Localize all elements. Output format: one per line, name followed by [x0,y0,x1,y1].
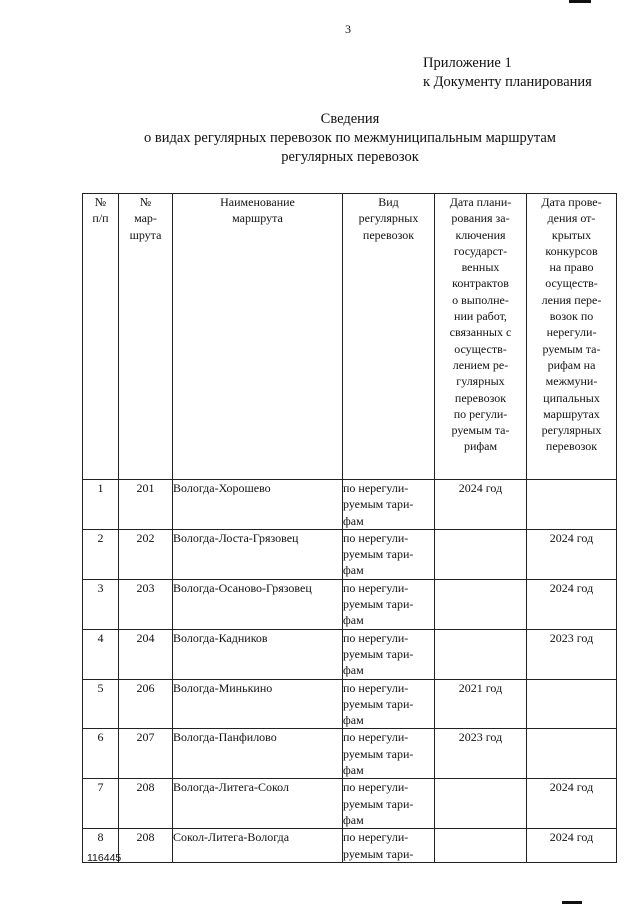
cell-route-number: 208 [119,779,173,829]
cell-contract-date: 2023 год [435,729,527,779]
cell-contest-date: 2024 год [527,529,617,579]
cell-contest-date: 2024 год [527,579,617,629]
header-text-line: руемым та- [451,423,510,438]
header-text-line: регулярных [541,423,602,438]
kind-text-line: фам [343,513,364,528]
header-text-line: ления пере- [541,292,602,307]
appendix-note [423,54,592,92]
cell-contract-date [435,529,527,579]
kind-text-line: руемым тари- [343,796,414,811]
cell-num: 6 [83,729,119,779]
appendix-line-2: к Документу планирования [423,74,592,90]
table-body [83,480,617,863]
kind-text-line: по нерегули- [343,730,409,745]
scan-mark-top [569,0,591,3]
cell-contract-date [435,629,527,679]
cell-route-number: 206 [119,679,173,729]
cell-contest-date: 2024 год [527,779,617,829]
cell-transport-kind [343,779,435,829]
header-text-line: перевозок [362,227,415,242]
appendix-line-1: Приложение 1 [423,55,512,71]
scan-mark-bottom [562,901,582,904]
header-text-line: государст- [453,243,508,258]
kind-text-line: руемым тари- [343,846,414,861]
kind-text-line: фам [343,763,364,778]
header-text-line: Наименование [220,195,295,209]
header-transport-kind [343,194,435,480]
cell-transport-kind [343,579,435,629]
table-row [83,529,617,579]
cell-contract-date: 2024 год [435,480,527,530]
cell-contract-date [435,579,527,629]
header-text-line: рифам [463,439,498,454]
kind-text-line: по нерегули- [343,530,409,545]
cell-route-number: 202 [119,529,173,579]
cell-num: 4 [83,629,119,679]
cell-num: 2 [83,529,119,579]
kind-text-line: руемым тари- [343,746,414,761]
cell-contract-date: 2021 год [435,679,527,729]
header-text-line: гулярных [456,374,505,389]
cell-route-name: Сокол-Литега-Вологда [173,829,343,863]
cell-route-name: Вологда-Панфилово [173,729,343,779]
header-contest-lines [527,194,616,455]
cell-route-number: 204 [119,629,173,679]
cell-contest-date [527,679,617,729]
header-text-line: на право [549,260,594,275]
kind-text-line: по нерегули- [343,481,409,495]
header-text-line: по регули- [453,406,508,421]
kind-text-line: по нерегули- [343,630,409,645]
kind-text-line: руемым тари- [343,696,414,711]
table-row [83,679,617,729]
header-text-line: ципальных [543,390,600,405]
cell-contest-date [527,480,617,530]
header-text-line: перевозок [545,439,598,454]
cell-contract-date [435,829,527,863]
routes-table [82,193,617,863]
kind-text-line: фам [343,613,364,628]
cell-contest-date: 2023 год [527,629,617,679]
cell-num: 3 [83,579,119,629]
header-text-line: п/п [92,211,109,226]
document-title [0,110,640,167]
header-text-line: о выполне- [452,292,509,307]
kind-text-line: фам [343,563,364,578]
cell-route-name: Вологда-Осаново-Грязовец [173,579,343,629]
header-name-lines [173,194,342,227]
cell-route-number: 207 [119,729,173,779]
header-text-line: № [139,195,152,209]
cell-route-name: Вологда-Кадников [173,629,343,679]
header-text-line: венных [461,260,500,275]
header-text-line: крытых [551,227,592,242]
cell-route-number: 203 [119,579,173,629]
title-line-2: о видах регулярных перевозок по межмуниципальным маршрутам [144,130,556,146]
cell-contest-date: 2024 год [527,829,617,863]
cell-num: 7 [83,779,119,829]
header-text-line: дения от- [547,211,596,226]
cell-contract-date [435,779,527,829]
footer-code: 116445 [87,852,122,864]
title-line-3: регулярных перевозок [281,149,419,165]
cell-transport-kind [343,729,435,779]
kind-text-line: руемым тари- [343,497,414,512]
kind-text-line: по нерегули- [343,680,409,695]
kind-text-line: руемым тари- [343,547,414,562]
header-text-line: связанных с [449,325,512,340]
table-row [83,480,617,530]
cell-route-name: Вологда-Литега-Сокол [173,779,343,829]
header-text-line: перевозок [454,390,507,405]
header-route-name [173,194,343,480]
header-text-line: № [94,195,107,209]
cell-transport-kind [343,679,435,729]
cell-transport-kind [343,480,435,530]
header-text-line: Дата плани- [449,195,512,209]
header-route-number [119,194,173,480]
kind-text-line: фам [343,663,364,678]
table-row [83,729,617,779]
header-text-line: межмуни- [545,374,598,389]
table-row [83,829,617,863]
header-text-line: рифам на [547,357,596,372]
cell-route-number: 201 [119,480,173,530]
header-text-line: регулярных [358,211,419,226]
cell-transport-kind [343,829,435,863]
cell-num: 1 [83,480,119,530]
header-text-line: нерегули- [546,325,597,340]
header-text-line: нии работ, [454,309,507,324]
page-number: 3 [345,22,351,36]
kind-text-line: по нерегули- [343,830,409,845]
cell-num: 5 [83,679,119,729]
table-row [83,579,617,629]
table-header-row [83,194,617,480]
cell-transport-kind [343,529,435,579]
kind-text-line: руемым тари- [343,646,414,661]
header-route-lines [119,194,172,243]
header-text-line: шрута [129,227,162,242]
header-text-line: осуществ- [454,341,507,356]
header-contract-lines [435,194,526,455]
header-text-line: маршрута [232,211,283,226]
header-text-line: лением ре- [452,357,509,372]
header-text-line: Дата прове- [541,195,602,209]
header-text-line: осуществ- [545,276,598,291]
cell-route-name: Вологда-Хорошево [173,480,343,530]
header-text-line: Вид [378,195,399,209]
cell-num: 8 [83,829,119,863]
header-text-line: возок по [549,309,594,324]
kind-text-line: руемым тари- [343,597,414,612]
cell-route-number: 208 [119,829,173,863]
table-row [83,779,617,829]
header-text-line: маршрутах [543,406,600,421]
title-line-1: Сведения [320,111,380,127]
cell-contest-date [527,729,617,779]
table-row [83,629,617,679]
header-num-lines [83,194,118,227]
kind-text-line: фам [343,812,364,827]
header-text-line: мар- [134,211,157,226]
header-contest-date [527,194,617,480]
header-text-line: рования за- [451,211,510,226]
cell-route-name: Вологда-Минькино [173,679,343,729]
cell-route-name: Вологда-Лоста-Грязовец [173,529,343,579]
header-contract-date [435,194,527,480]
header-text-line: конкурсов [545,243,598,258]
header-text-line: контрактов [452,276,509,291]
cell-transport-kind [343,629,435,679]
header-text-line: руемым та- [542,341,601,356]
header-text-line: ключения [455,227,506,242]
kind-text-line: по нерегули- [343,780,409,795]
header-kind-lines [343,194,434,243]
header-num [83,194,119,480]
kind-text-line: фам [343,713,364,728]
kind-text-line: по нерегули- [343,580,409,595]
